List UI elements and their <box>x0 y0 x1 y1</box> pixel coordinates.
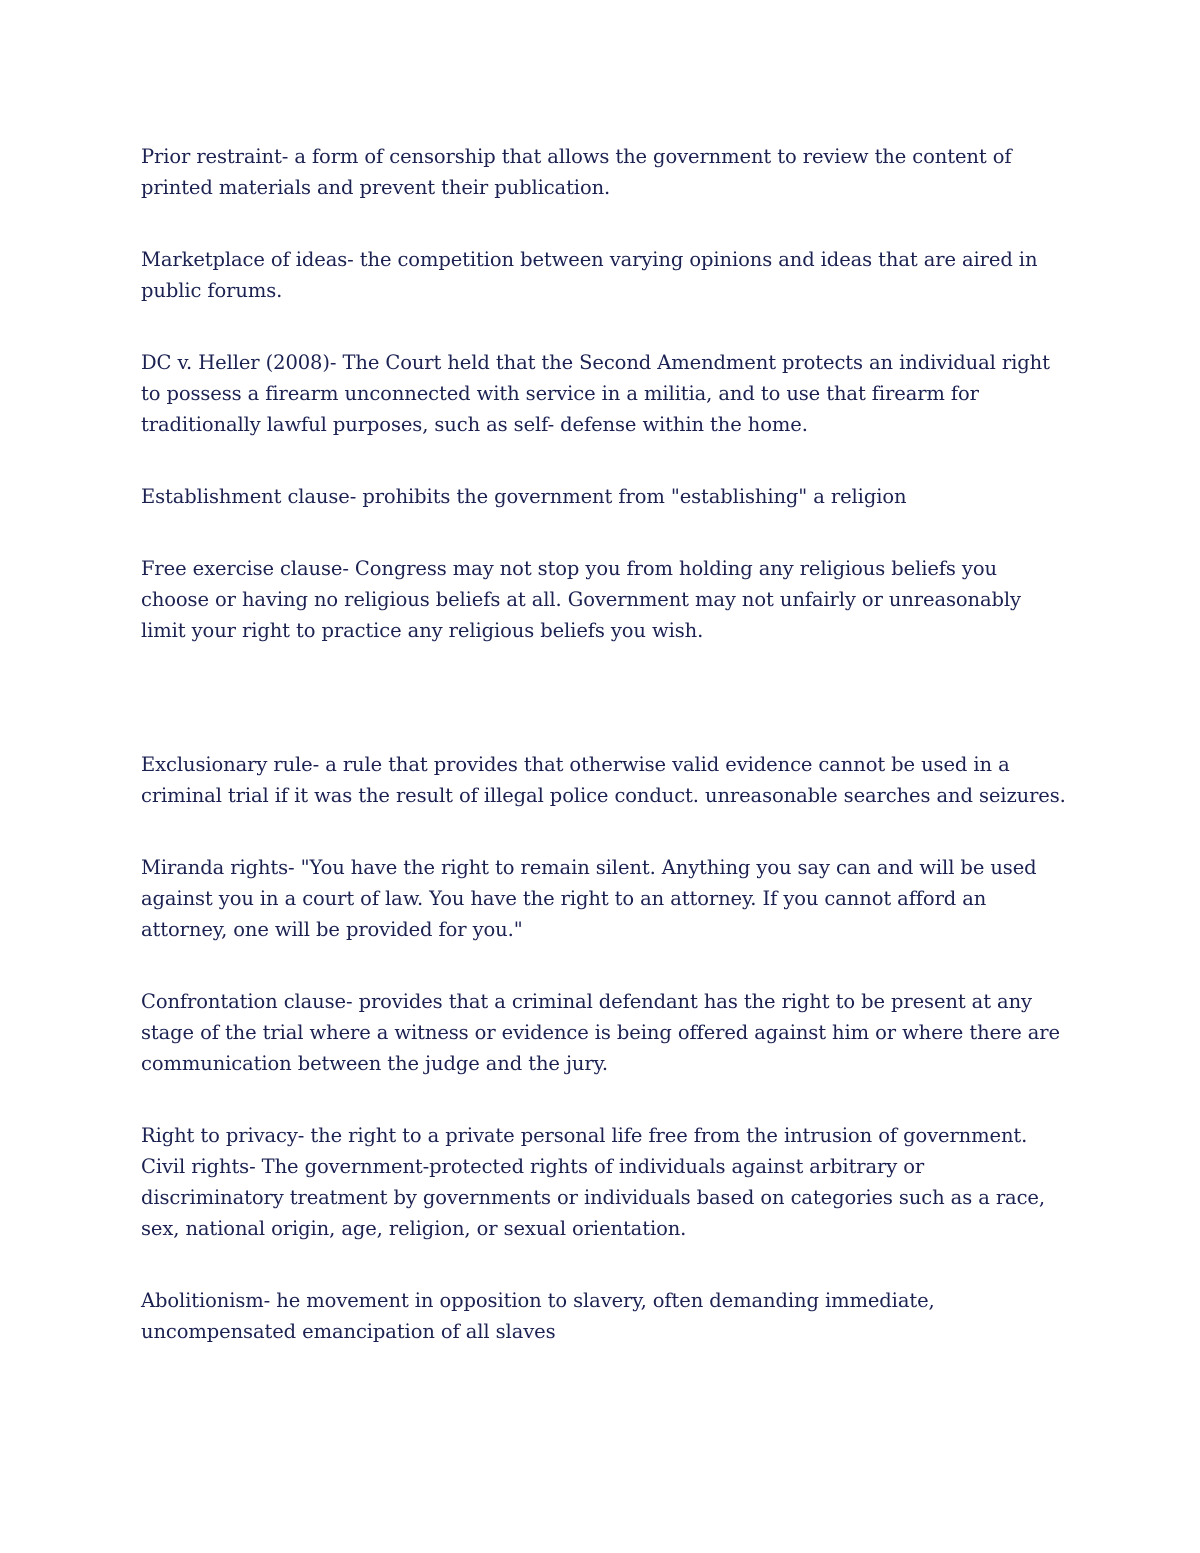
entry-definition: the right to a private personal life free from the intrusion of government. <box>304 1124 1028 1147</box>
entry-term: Miranda rights- <box>141 856 295 879</box>
glossary-entry-abolitionism <box>141 1285 1066 1347</box>
entry-definition: provides that a criminal defendant has the right to be present at any stage of the trial where a witness or evidence is being offered against him or where there are communication between the judge and the jury. <box>141 990 1060 1075</box>
entry-definition: prohibits the government from "establishing" a religion <box>356 485 907 508</box>
entry-definition: "You have the right to remain silent. Anything you say can and will be used against you in a court of law. You have the right to an attorney. If you cannot afford an attorney, one will be provided for you." <box>141 856 1037 941</box>
entry-term: Civil rights- <box>141 1155 256 1178</box>
entry-term: Abolitionism- <box>141 1289 271 1312</box>
entry-term: Right to privacy- <box>141 1124 305 1147</box>
entry-term: Establishment clause- <box>141 485 357 508</box>
entry-definition: he movement in opposition to slavery, often demanding immediate, uncompensated emancipation of all slaves <box>141 1289 935 1343</box>
entry-definition: The Court held that the Second Amendment protects an individual right to possess a firearm unconnected with service in a militia, and to use that firearm for traditionally lawful purposes, such as self- defense within the home. <box>141 351 1050 436</box>
glossary-entry-free-exercise-clause <box>141 553 1066 646</box>
entry-term: Prior restraint- <box>141 145 289 168</box>
glossary-entry-civil-rights <box>141 1151 1066 1244</box>
glossary-entry-right-to-privacy <box>141 1120 1066 1151</box>
glossary-entry-marketplace-of-ideas <box>141 244 1066 306</box>
glossary-entry-prior-restraint <box>141 141 1066 203</box>
entry-definition: The government-protected rights of individuals against arbitrary or discriminatory treatment by governments or individuals based on categories such as a race, sex, national origin, age, religion, or sexual orientation. <box>141 1155 1045 1240</box>
glossary-entry-exclusionary-rule <box>141 749 1066 811</box>
entry-definition: Congress may not stop you from holding any religious beliefs you choose or having no religious beliefs at all. Government may not unfairly or unreasonably limit your right to practice any religious beliefs you wish. <box>141 557 1021 642</box>
entry-definition: a rule that provides that otherwise valid evidence cannot be used in a criminal trial if it was the result of illegal police conduct. unreasonable searches and seizures. <box>141 753 1066 807</box>
entry-term: DC v. Heller (2008)- <box>141 351 337 374</box>
entry-definition: the competition between varying opinions and ideas that are aired in public forums. <box>141 248 1038 302</box>
glossary-entry-dc-v-heller <box>141 347 1066 440</box>
entry-term: Free exercise clause- <box>141 557 349 580</box>
glossary-entry-establishment-clause <box>141 481 1066 512</box>
glossary-body <box>141 141 1066 1388</box>
glossary-entry-miranda-rights <box>141 852 1066 945</box>
entry-term: Marketplace of ideas- <box>141 248 354 271</box>
entry-definition: a form of censorship that allows the government to review the content of printed materials and prevent their publication. <box>141 145 1012 199</box>
entry-term: Confrontation clause- <box>141 990 353 1013</box>
entry-term: Exclusionary rule- <box>141 753 320 776</box>
glossary-entry-confrontation-clause <box>141 986 1066 1079</box>
